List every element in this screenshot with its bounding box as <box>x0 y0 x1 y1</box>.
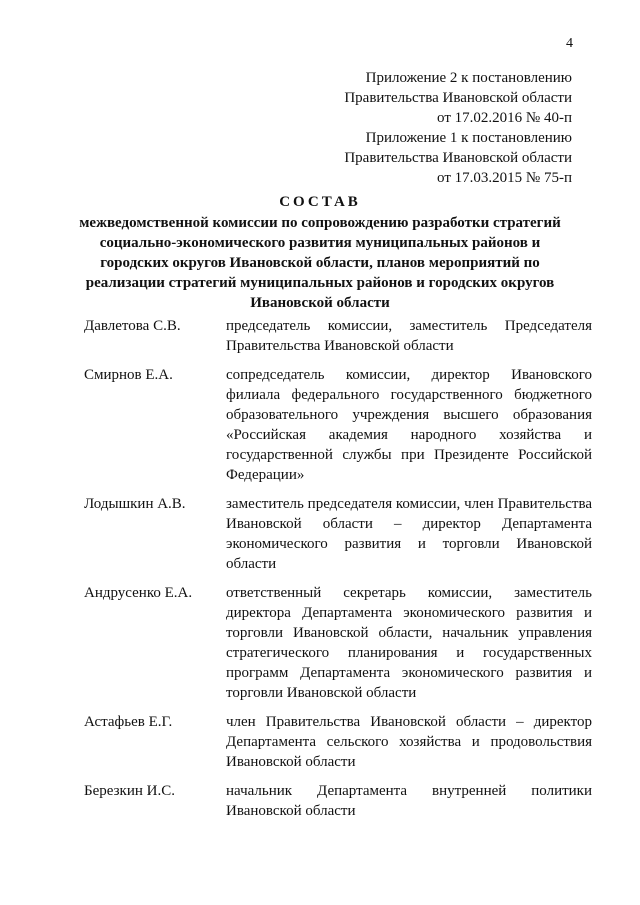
appendix-note-line: Правительства Ивановской области <box>344 150 572 166</box>
member-name: Давлетова С.В. <box>84 318 181 334</box>
member-row <box>84 781 592 821</box>
member-role: председатель комиссии, заместитель Председателя Правительства Ивановской области <box>226 318 592 354</box>
appendix-note-2 <box>344 68 572 128</box>
page-number: 4 <box>566 36 573 51</box>
member-role: начальник Департамента внутренней политики Ивановской области <box>226 783 592 819</box>
member-name: Андрусенко Е.А. <box>84 585 193 601</box>
appendix-note-line: от 17.03.2015 № 75-п <box>437 170 572 186</box>
members-list <box>84 316 592 830</box>
appendix-note-line: Правительства Ивановской области <box>344 90 572 106</box>
member-row <box>84 494 592 574</box>
member-name: Березкин И.С. <box>84 783 175 799</box>
member-row <box>84 316 592 356</box>
member-row <box>84 365 592 485</box>
appendix-note-line: от 17.02.2016 № 40-п <box>437 110 572 126</box>
document-title: СОСТАВ <box>279 194 361 210</box>
appendix-note-line: Приложение 2 к постановлению <box>365 70 572 86</box>
member-name: Смирнов Е.А. <box>84 367 173 383</box>
member-row <box>84 583 592 703</box>
member-name: Астафьев Е.Г. <box>84 714 173 730</box>
member-role: ответственный секретарь комиссии, заместитель директора Департамента экономического развития и торговли Ивановской области, начальник управления стратегического планирования и государственных программ Департамента экономического развития и торговли Ивановской области <box>226 585 592 701</box>
member-role: заместитель председателя комиссии, член Правительства Ивановской области – директор Департамента экономического развития и торговли Ивановской области <box>226 496 592 572</box>
member-name: Лодышкин А.В. <box>84 496 186 512</box>
appendix-note-line: Приложение 1 к постановлению <box>365 130 572 146</box>
member-role: сопредседатель комиссии, директор Ивановского филиала федерального государственного бюджетного образовательного учреждения высшего образования «Российская академия народного хозяйства и государственной службы при Президенте Российской Федерации» <box>226 367 592 483</box>
document-subtitle: межведомственной комиссии по сопровождению разработки стратегий социально-экономического развития муниципальных районов и городских округов Ивановской области, планов мероприятий по реализации стратегий муниципальных районов и городских округов Ивановской области <box>79 215 561 311</box>
appendix-note-1 <box>344 128 572 188</box>
member-row <box>84 712 592 772</box>
member-role: член Правительства Ивановской области – директор Департамента сельского хозяйства и продовольствия Ивановской области <box>226 714 592 770</box>
